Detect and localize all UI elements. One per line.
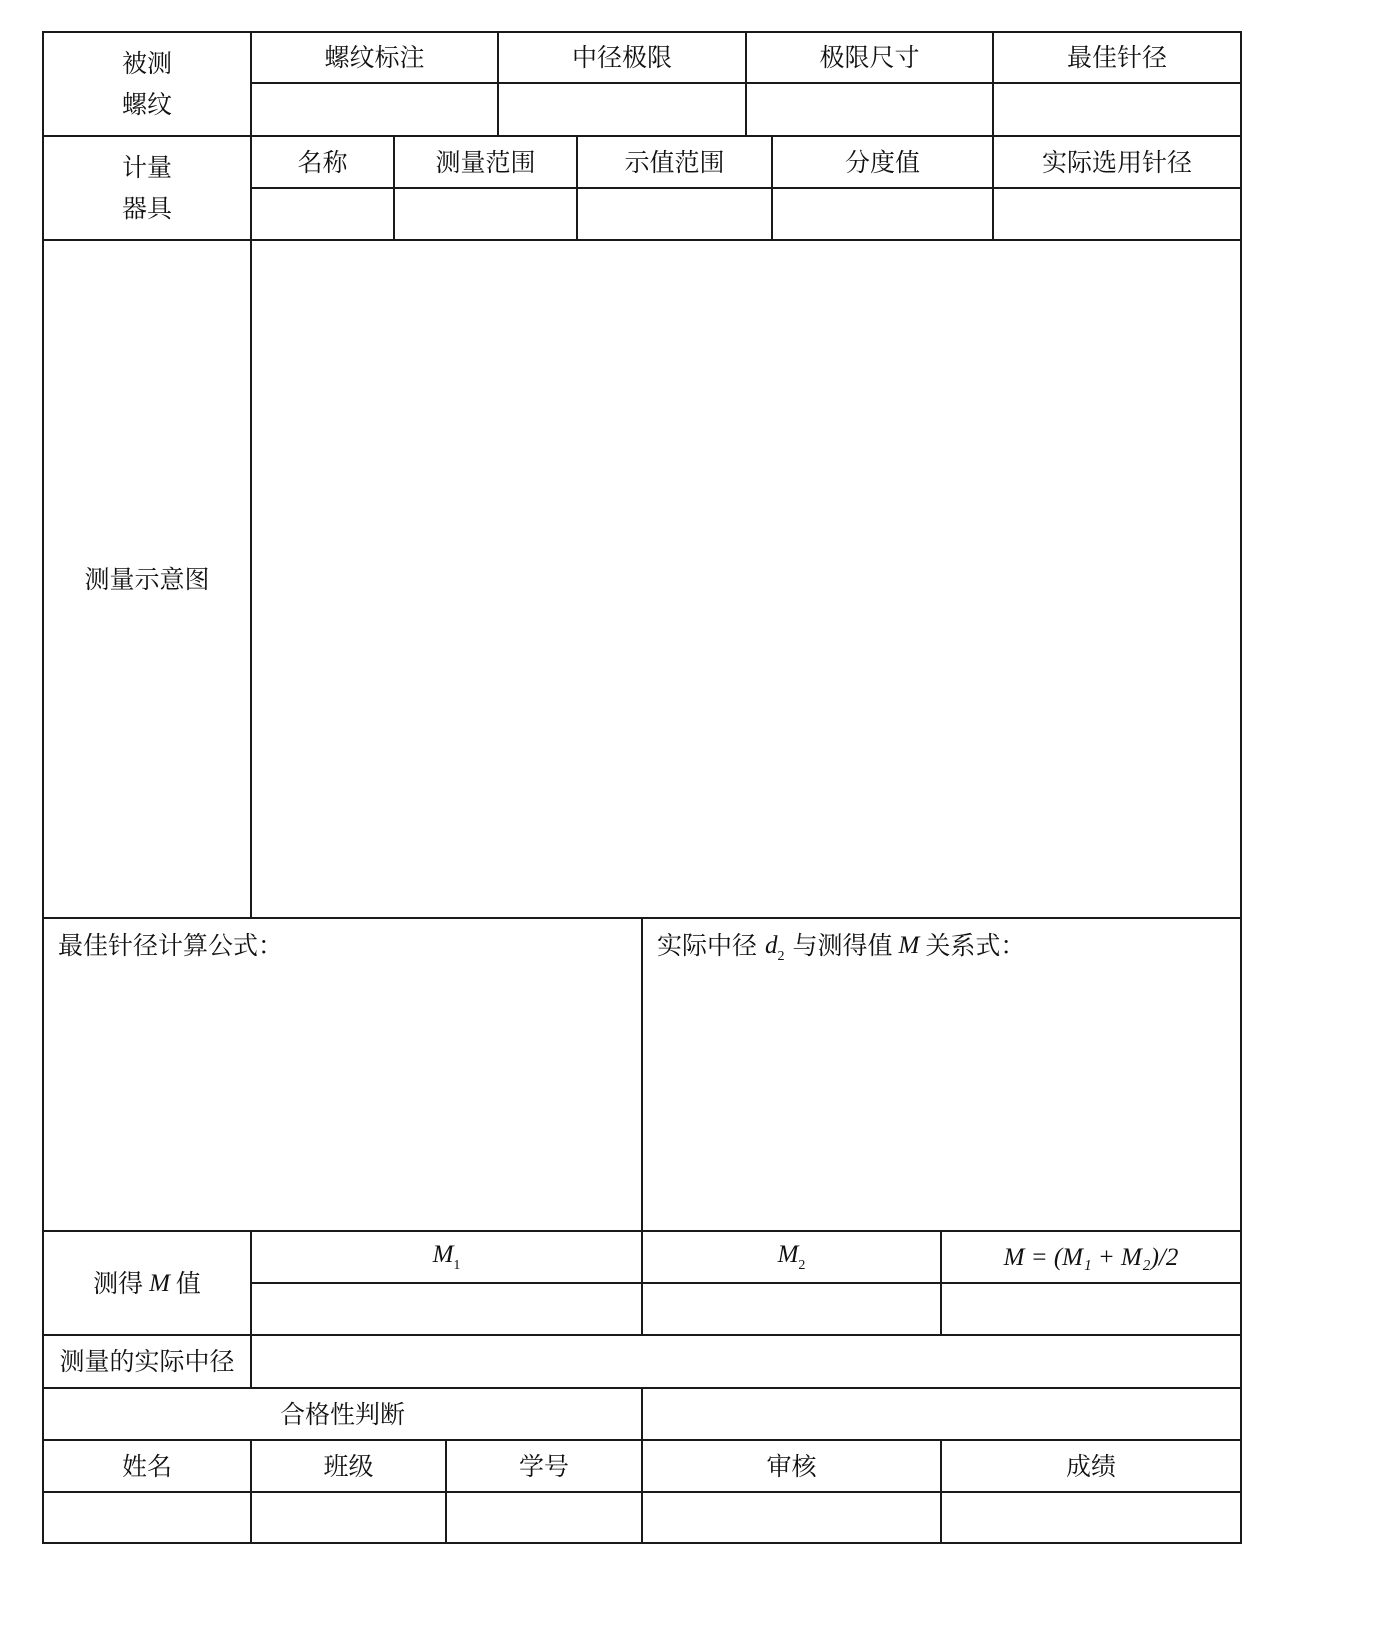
best-wire-formula-label: 最佳针径计算公式： <box>58 931 284 960</box>
relation-prefix: 实际中径 <box>657 931 758 960</box>
thread-label <box>44 33 250 135</box>
m2-header <box>643 1232 940 1282</box>
footer-header-student-id: 学号 <box>518 1451 569 1481</box>
thread-label-line1: 被测 <box>121 49 172 78</box>
actual-diameter-input[interactable] <box>252 1336 1240 1387</box>
gauge-input-indication-range[interactable] <box>578 189 771 239</box>
footer-header-grade: 成绩 <box>1065 1451 1116 1481</box>
diagram-label: 测量示意图 <box>84 564 210 594</box>
thread-input-pitch-limits[interactable] <box>499 84 745 135</box>
thread-header-limit-size: 极限尺寸 <box>819 43 920 72</box>
m2-var <box>778 1242 806 1273</box>
border-right <box>1240 31 1242 1544</box>
footer-input-name[interactable] <box>44 1493 250 1542</box>
thread-input-marking[interactable] <box>252 84 497 135</box>
m-average-input[interactable] <box>942 1284 1240 1334</box>
relation-suffix: 关系式： <box>925 931 1026 960</box>
measured-m-label <box>44 1232 250 1334</box>
relation-var-letter: d <box>765 932 778 959</box>
thread-header-pitch-limits: 中径极限 <box>571 43 672 72</box>
diagram-area[interactable] <box>252 241 1240 917</box>
gauge-header-division: 分度值 <box>844 147 920 177</box>
gauge-input-measuring-range[interactable] <box>395 189 576 239</box>
relation-var <box>765 933 785 964</box>
gauge-header-name: 名称 <box>297 147 348 177</box>
qualification-label: 合格性判断 <box>279 1399 405 1429</box>
gauge-header-indication-range: 示值范围 <box>624 147 725 177</box>
m1-sub: 1 <box>453 1257 461 1273</box>
footer-input-student-id[interactable] <box>447 1493 641 1542</box>
footer-input-review[interactable] <box>643 1493 940 1542</box>
measured-label-prefix: 测得 <box>93 1268 144 1298</box>
gauge-input-division[interactable] <box>773 189 992 239</box>
thread-header-marking: 螺纹标注 <box>324 43 425 72</box>
footer-header-class: 班级 <box>323 1451 374 1481</box>
footer-header-review: 审核 <box>766 1451 817 1481</box>
footer-input-grade[interactable] <box>942 1493 1240 1542</box>
gauge-label-line2: 器具 <box>121 194 172 223</box>
thread-input-limit-size[interactable] <box>747 84 992 135</box>
m1-var <box>433 1242 461 1273</box>
footer-input-class[interactable] <box>252 1493 445 1542</box>
m1-letter: M <box>432 1240 454 1268</box>
gauge-label <box>44 137 250 239</box>
measured-label-var: M <box>149 1269 170 1297</box>
thread-header-best-wire: 最佳针径 <box>1066 43 1167 72</box>
m2-input[interactable] <box>643 1284 940 1334</box>
qualification-input[interactable] <box>643 1389 1240 1439</box>
gauge-header-measuring-range: 测量范围 <box>435 147 536 177</box>
thread-label-line2: 螺纹 <box>121 90 172 119</box>
footer-header-name: 姓名 <box>121 1451 172 1481</box>
gauge-header-actual-wire: 实际选用针径 <box>1041 147 1192 177</box>
gauge-label-line1: 计量 <box>121 153 172 182</box>
relation-var2: M <box>898 932 920 959</box>
gauge-input-actual-wire[interactable] <box>994 189 1240 239</box>
m2-sub: 2 <box>798 1257 806 1273</box>
relation-formula-label <box>643 919 1240 1230</box>
measured-label-suffix: 值 <box>175 1268 201 1298</box>
m1-input[interactable] <box>252 1284 641 1334</box>
m-average-header: M = (M₁ + M₂)/2 <box>1003 1243 1179 1271</box>
thread-input-best-wire[interactable] <box>994 84 1240 135</box>
relation-mid: 与测得值 <box>792 931 893 960</box>
actual-diameter-label: 测量的实际中径 <box>59 1347 235 1376</box>
relation-var-sub: 2 <box>777 949 785 964</box>
gauge-input-name[interactable] <box>252 189 393 239</box>
m2-letter: M <box>777 1240 799 1268</box>
m1-header <box>252 1232 641 1282</box>
